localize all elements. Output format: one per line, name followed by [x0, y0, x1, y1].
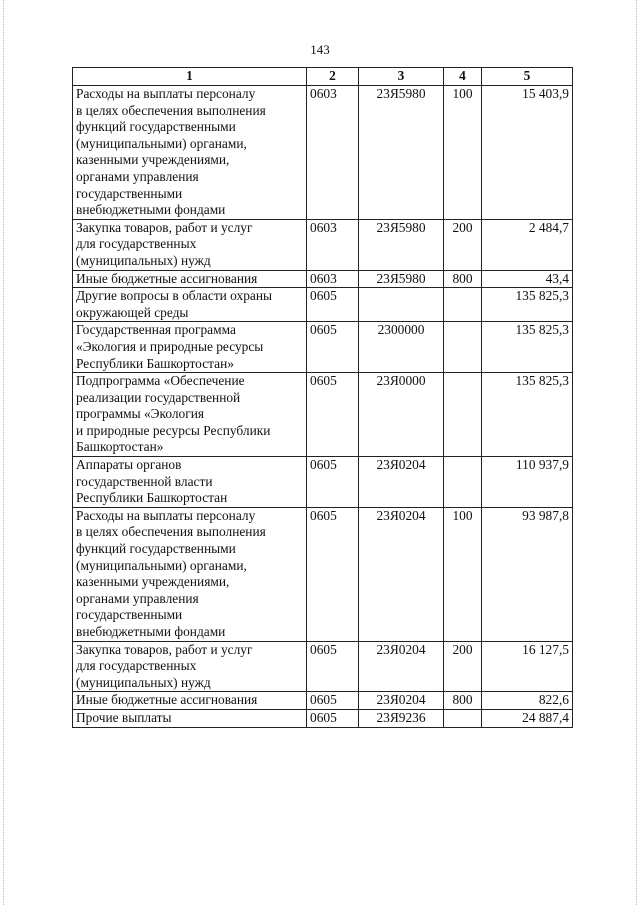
- table-row: [73, 322, 573, 373]
- table-row: [73, 219, 573, 270]
- scan-edge-left: [3, 0, 4, 905]
- row-amount: 43,4: [482, 270, 573, 288]
- table-row: [73, 507, 573, 641]
- row-section-code: 0605: [307, 709, 359, 727]
- row-name: Расходы на выплаты персоналу в целях обеспечения выполнения функций государственными (муниципальными) органами, казенными учреждениями, органами управления государственными внебюджетными фондами: [73, 507, 307, 641]
- scan-edge-right: [636, 0, 637, 905]
- row-name: Государственная программа «Экология и природные ресурсы Республики Башкортостан»: [73, 322, 307, 373]
- row-section-code: 0605: [307, 288, 359, 322]
- page-number: 143: [310, 42, 330, 57]
- row-section-code: 0603: [307, 270, 359, 288]
- table-row: [73, 86, 573, 220]
- row-expense-type: 200: [444, 219, 482, 270]
- row-amount: 24 887,4: [482, 709, 573, 727]
- budget-table-body: [73, 86, 573, 728]
- row-section-code: 0603: [307, 86, 359, 220]
- row-expense-type: [444, 322, 482, 373]
- header-row: [73, 68, 573, 86]
- col-header-4: 4: [444, 68, 482, 86]
- row-amount: 822,6: [482, 692, 573, 710]
- row-section-code: 0605: [307, 322, 359, 373]
- row-target-code: 23Я0204: [359, 641, 444, 692]
- row-section-code: 0605: [307, 507, 359, 641]
- table-row: [73, 692, 573, 710]
- row-name: Расходы на выплаты персоналу в целях обеспечения выполнения функций государственными (муниципальными) органами, казенными учреждениями, органами управления государственными внебюджетными фондами: [73, 86, 307, 220]
- row-amount: 135 825,3: [482, 288, 573, 322]
- row-target-code: 23Я0000: [359, 373, 444, 457]
- row-expense-type: [444, 709, 482, 727]
- row-name: Аппараты органов государственной власти Республики Башкортостан: [73, 457, 307, 508]
- row-expense-type: 100: [444, 507, 482, 641]
- col-header-3: 3: [359, 68, 444, 86]
- row-target-code: 23Я5980: [359, 219, 444, 270]
- row-amount: 93 987,8: [482, 507, 573, 641]
- row-target-code: 23Я0204: [359, 507, 444, 641]
- budget-table-header: [73, 68, 573, 86]
- row-section-code: 0605: [307, 373, 359, 457]
- row-target-code: [359, 288, 444, 322]
- row-name: Иные бюджетные ассигнования: [73, 692, 307, 710]
- row-target-code: 23Я0204: [359, 457, 444, 508]
- row-amount: 2 484,7: [482, 219, 573, 270]
- row-target-code: 23Я0204: [359, 692, 444, 710]
- row-expense-type: [444, 457, 482, 508]
- row-section-code: 0605: [307, 457, 359, 508]
- budget-table: [72, 67, 573, 728]
- row-expense-type: 100: [444, 86, 482, 220]
- row-expense-type: [444, 373, 482, 457]
- col-header-1: 1: [73, 68, 307, 86]
- table-row: [73, 457, 573, 508]
- row-section-code: 0603: [307, 219, 359, 270]
- row-section-code: 0605: [307, 692, 359, 710]
- table-row: [73, 709, 573, 727]
- row-expense-type: 800: [444, 692, 482, 710]
- row-target-code: 2300000: [359, 322, 444, 373]
- col-header-5: 5: [482, 68, 573, 86]
- col-header-2: 2: [307, 68, 359, 86]
- row-amount: 110 937,9: [482, 457, 573, 508]
- row-amount: 16 127,5: [482, 641, 573, 692]
- table-row: [73, 270, 573, 288]
- row-name: Другие вопросы в области охраны окружающей среды: [73, 288, 307, 322]
- table-row: [73, 373, 573, 457]
- row-expense-type: [444, 288, 482, 322]
- row-name: Подпрограмма «Обеспечение реализации государственной программы «Экология и природные ресурсы Республики Башкортостан»: [73, 373, 307, 457]
- row-target-code: 23Я5980: [359, 270, 444, 288]
- row-name: Закупка товаров, работ и услуг для государственных (муниципальных) нужд: [73, 219, 307, 270]
- row-target-code: 23Я9236: [359, 709, 444, 727]
- row-name: Иные бюджетные ассигнования: [73, 270, 307, 288]
- row-expense-type: 800: [444, 270, 482, 288]
- row-name: Прочие выплаты: [73, 709, 307, 727]
- row-expense-type: 200: [444, 641, 482, 692]
- row-target-code: 23Я5980: [359, 86, 444, 220]
- table-row: [73, 641, 573, 692]
- row-amount: 135 825,3: [482, 373, 573, 457]
- row-section-code: 0605: [307, 641, 359, 692]
- row-amount: 15 403,9: [482, 86, 573, 220]
- row-amount: 135 825,3: [482, 322, 573, 373]
- row-name: Закупка товаров, работ и услуг для государственных (муниципальных) нужд: [73, 641, 307, 692]
- table-row: [73, 288, 573, 322]
